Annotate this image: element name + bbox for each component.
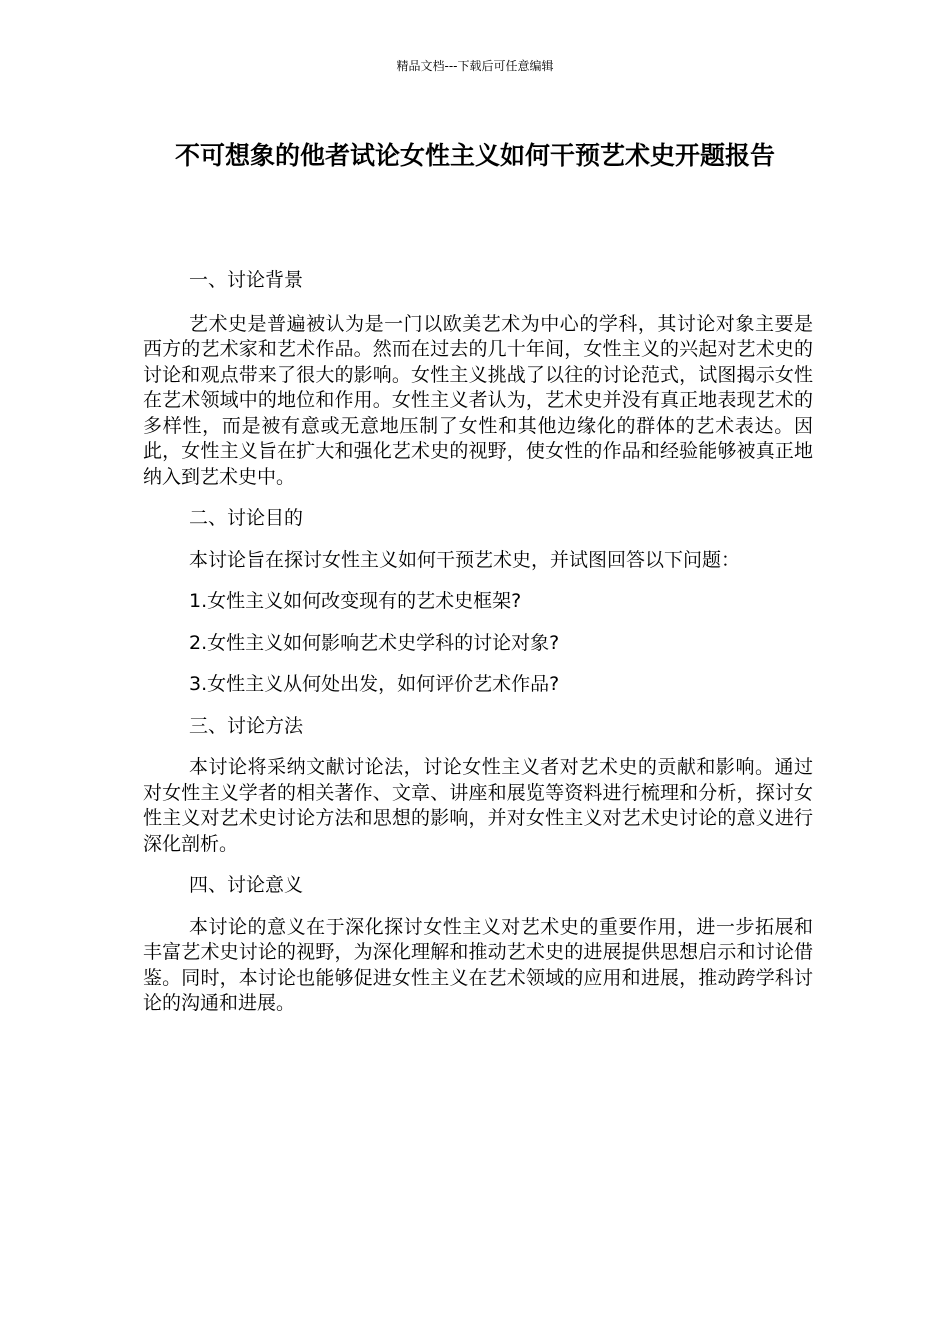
section-intro-purpose: 本讨论旨在探讨女性主义如何干预艺术史，并试图回答以下问题： <box>189 548 741 571</box>
section-heading-background: 一、讨论背景 <box>189 269 304 291</box>
section-heading-method: 三、讨论方法 <box>189 714 304 737</box>
document-body <box>143 268 813 1033</box>
document-title: 不可想象的他者试论女性主义如何干预艺术史开题报告 <box>174 141 775 170</box>
question-item: 2.女性主义如何影响艺术史学科的讨论对象? <box>189 631 560 654</box>
section-paragraph-method: 本讨论将采纳文献讨论法，讨论女性主义者对艺术史的贡献和影响。通过对女性主义学者的相关著作、文章、讲座和展览等资料进行梳理和分析，探讨女性主义对艺术史讨论方法和思想的影响，并对女性主义对艺术史讨论的意义进行深化剖析。 <box>143 756 813 855</box>
section-paragraph-significance: 本讨论的意义在于深化探讨女性主义对艺术史的重要作用，进一步拓展和丰富艺术史讨论的视野，为深化理解和推动艺术史的进展提供思想启示和讨论借鉴。同时，本讨论也能够促进女性主义在艺术领域的应用和进展，推动跨学科讨论的沟通和进展。 <box>143 915 813 1014</box>
section-heading-significance: 四、讨论意义 <box>189 874 304 896</box>
question-item: 1.女性主义如何改变现有的艺术史框架? <box>189 590 522 612</box>
section-paragraph-background: 艺术史是普遍被认为是一门以欧美艺术为中心的学科，其讨论对象主要是西方的艺术家和艺术作品。然而在过去的几十年间，女性主义的兴起对艺术史的讨论和观点带来了很大的影响。女性主义挑战了以往的讨论范式，试图揭示女性在艺术领域中的地位和作用。女性主义者认为，艺术史并没有真正地表现艺术的多样性，而是被有意或无意地压制了女性和其他边缘化的群体的艺术表达。因此，女性主义旨在扩大和强化艺术史的视野，使女性的作品和经验能够被真正地纳入到艺术史中。 <box>143 312 813 488</box>
section-heading-purpose: 二、讨论目的 <box>189 507 304 529</box>
header-note: 精品文档---下载后可任意编辑 <box>396 59 554 73</box>
question-item: 3.女性主义从何处出发，如何评价艺术作品? <box>189 673 560 695</box>
